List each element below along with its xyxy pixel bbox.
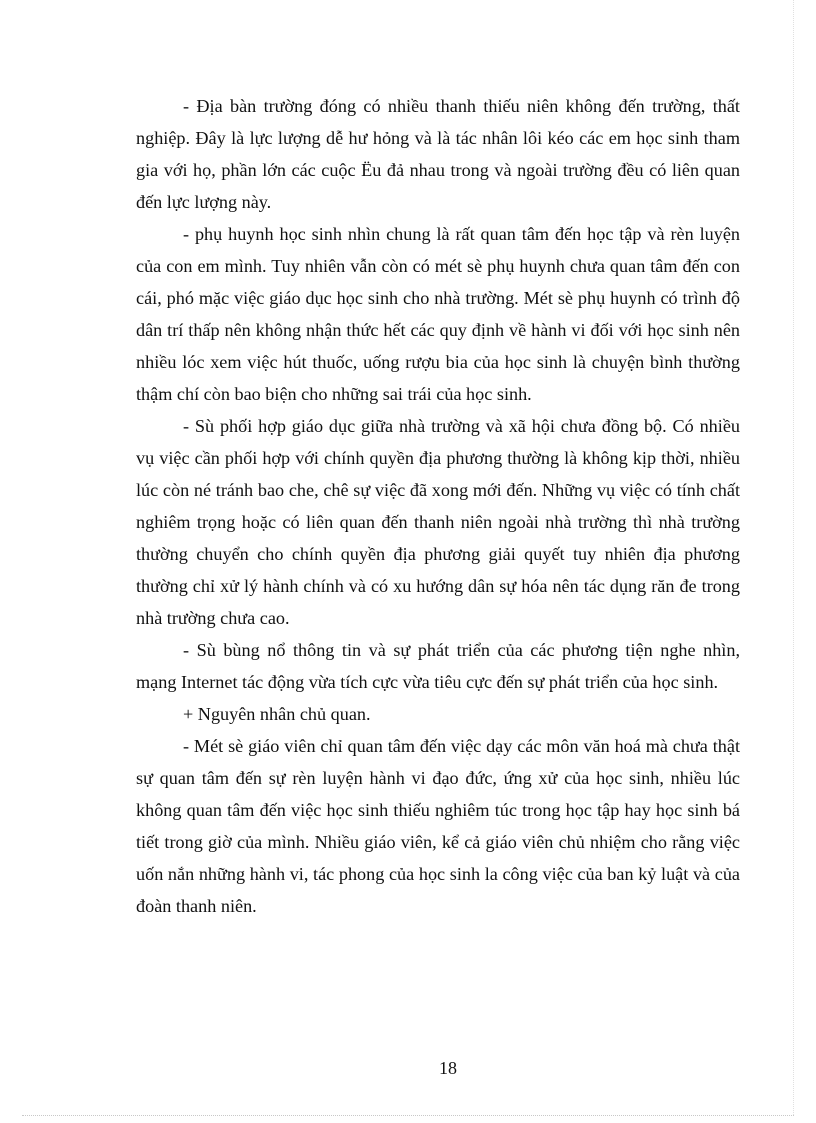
page-edge-bottom	[22, 1115, 794, 1116]
body-text	[136, 90, 740, 922]
subheading-subjective-causes: + Nguyên nhân chủ quan.	[183, 704, 371, 724]
paragraph-information-boom: - Sù bùng nổ thông tin và sự phát triển của các phương tiện nghe nhìn, mạng Internet tác động vừa tích cực vừa tiêu cực đến sự phát triển của học sinh.	[136, 640, 740, 692]
paragraph-parents: - phụ huynh học sinh nhìn chung là rất quan tâm đến học tập và rèn luyện của con em mình. Tuy nhiên vẫn còn có mét sè phụ huynh chưa quan tâm đến con cái, phó mặc việc giáo dục học sinh cho nhà trường. Mét sè phụ huynh có trình độ dân trí thấp nên không nhận thức hết các quy định về hành vi đối với học sinh nên nhiều lóc xem việc hút thuốc, uống rượu bia của học sinh là chuyện bình thường thậm chí còn bao biện cho những sai trái của học sinh.	[136, 224, 740, 404]
page-number: 18	[439, 1058, 457, 1078]
paragraph-teachers: - Mét sè giáo viên chỉ quan tâm đến việc dạy các môn văn hoá mà chưa thật sự quan tâm đến sự rèn luyện hành vi đạo đức, ứng xử của học sinh, nhiều lúc không quan tâm đến việc học sinh thiếu nghiêm túc trong học tập hay học sinh bá tiết trong giờ của mình. Nhiều giáo viên, kể cả giáo viên chủ nhiệm cho rằng việc uốn nắn những hành vi, tác phong của học sinh la công việc của ban kỷ luật và của đoàn thanh niên.	[136, 736, 740, 916]
paragraph-local-youth: - Địa bàn trường đóng có nhiều thanh thiếu niên không đến trường, thất nghiệp. Đây là lực lượng dễ hư hỏng và là tác nhân lôi kéo các em học sinh tham gia với họ, phần lớn các cuộc Ëu đả nhau trong và ngoài trường đều có liên quan đến lực lượng này.	[136, 96, 740, 212]
page-edge-right	[793, 0, 794, 1115]
paragraph-coordination: - Sù phối hợp giáo dục giữa nhà trường và xã hội chưa đồng bộ. Có nhiều vụ việc cần phối hợp với chính quyền địa phương thường là không kịp thời, nhiều lúc còn né tránh bao che, chê sự việc đã xong mới đến. Những vụ việc có tính chất nghiêm trọng hoặc có liên quan đến thanh niên ngoài nhà trường thì nhà trường thường chuyển cho chính quyền địa phương giải quyết tuy nhiên địa phương thường chỉ xử lý hành chính và có xu hướng dân sự hóa nên tác dụng răn đe trong nhà trường chưa cao.	[136, 416, 740, 628]
